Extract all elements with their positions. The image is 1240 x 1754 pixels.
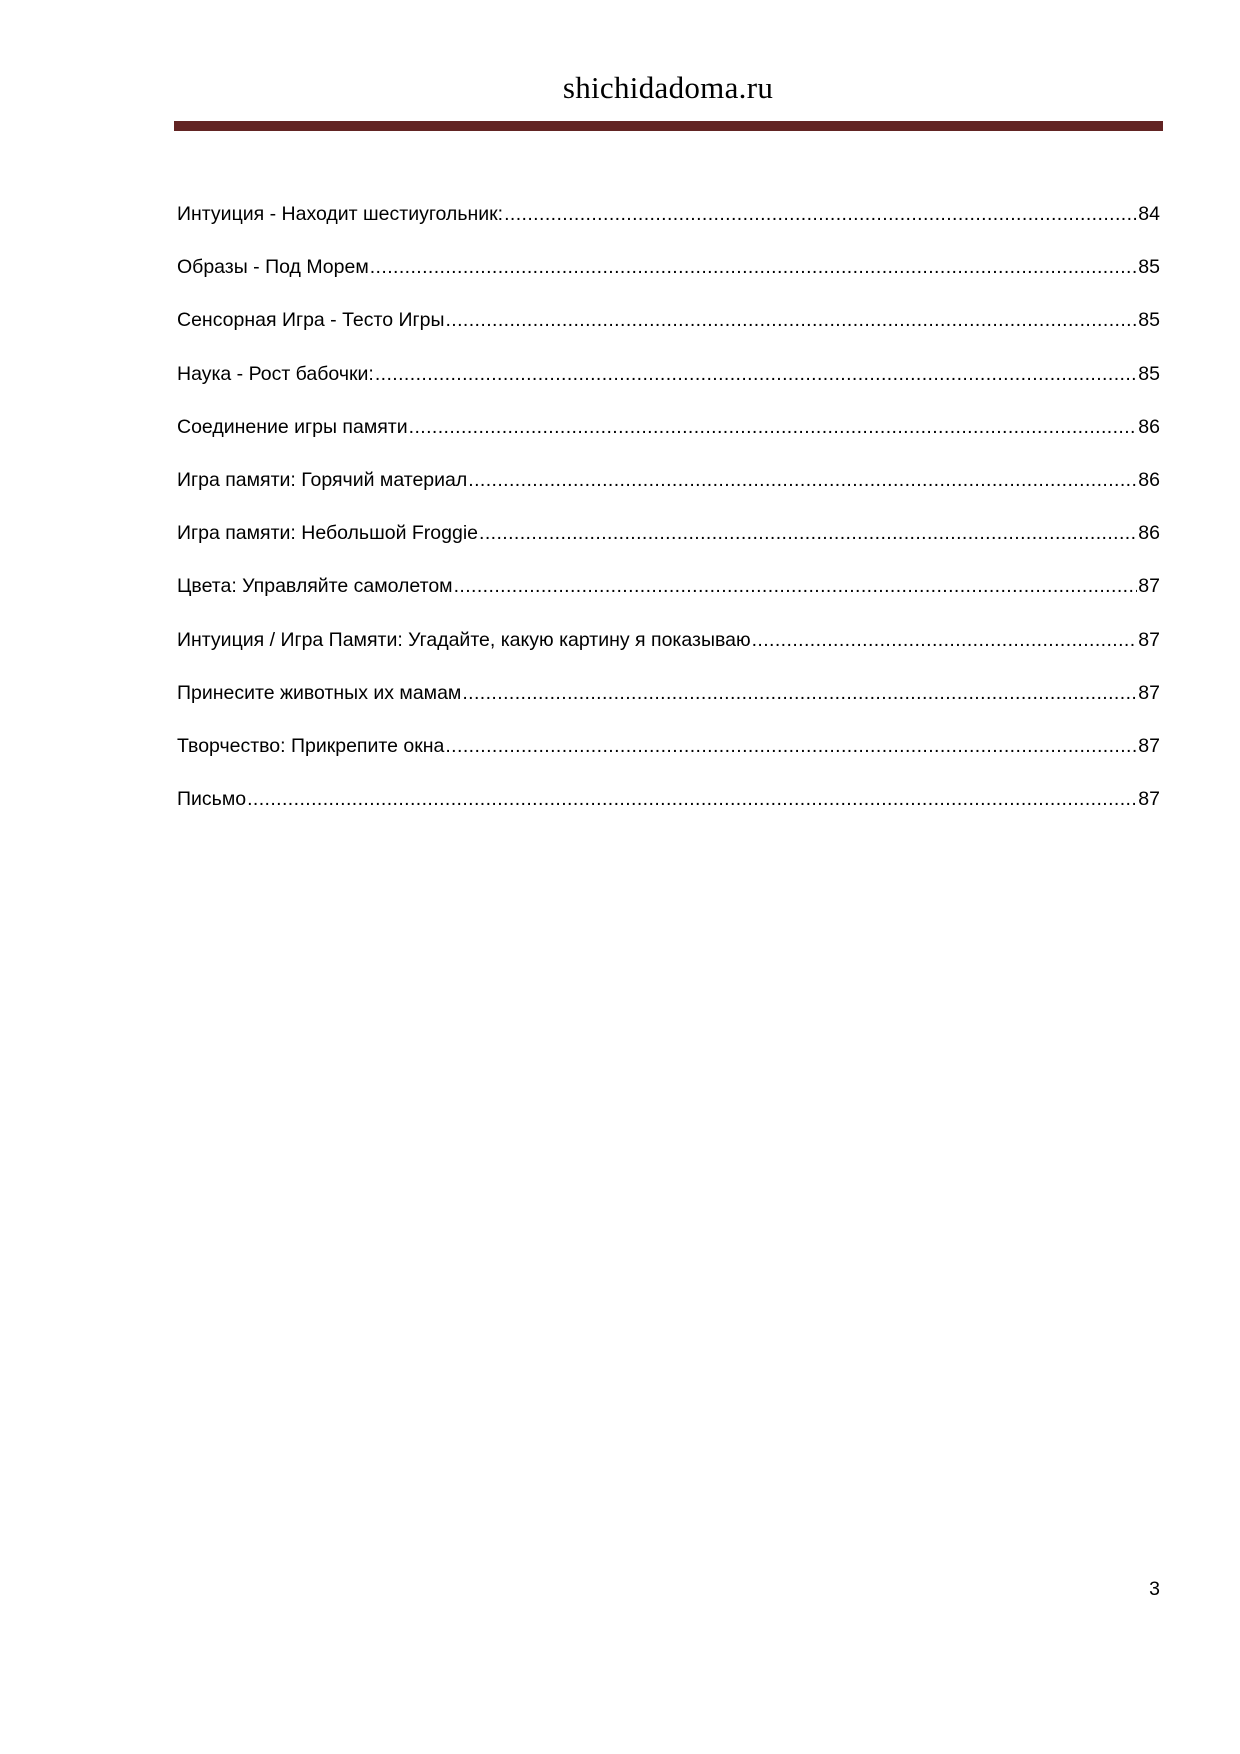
toc-entry-title: Соединение игры памяти	[177, 415, 408, 438]
toc-entry-title: Игра памяти: Небольшой Froggie	[177, 522, 479, 545]
toc-entry-page: 85	[1138, 362, 1160, 385]
toc-entry-page: 85	[1138, 256, 1160, 279]
toc-entry[interactable]	[177, 575, 1160, 628]
toc-entry-page: 87	[1138, 628, 1160, 651]
toc-dot-leader	[445, 735, 1137, 758]
toc-entry[interactable]	[177, 682, 1160, 735]
toc-entry-page: 86	[1138, 522, 1160, 545]
toc-dot-leader	[247, 788, 1137, 811]
toc-entry[interactable]	[177, 256, 1160, 309]
toc-entry-page: 85	[1138, 309, 1160, 332]
toc-entry[interactable]	[177, 629, 1160, 682]
toc-entry[interactable]	[177, 416, 1160, 469]
toc-entry[interactable]	[177, 309, 1160, 362]
toc-entry[interactable]	[177, 735, 1160, 788]
toc-entry-title: Интуиция - Находит шестиугольник:	[177, 203, 504, 225]
toc-entry-title: Сенсорная Игра - Тесто Игры	[177, 309, 445, 332]
page-header	[174, 72, 1162, 103]
toc-entry-page: 87	[1138, 788, 1160, 811]
toc-entry-title: Письмо	[177, 788, 247, 811]
toc-entry-title: Принесите животных их мамам	[177, 681, 462, 704]
toc-entry-title: Цвета: Управляйте самолетом	[177, 575, 453, 598]
toc-entry[interactable]	[177, 522, 1160, 575]
toc-entry[interactable]	[177, 788, 1160, 841]
toc-entry-page: 86	[1138, 468, 1160, 491]
toc-dot-leader	[370, 256, 1138, 279]
toc-entry-title: Интуиция / Игра Памяти: Угадайте, какую картину я показываю	[177, 628, 751, 651]
toc-entry-title: Наука - Рост бабочки:	[177, 362, 374, 385]
page-number: 3	[1149, 1578, 1160, 1600]
toc-entry-page: 87	[1138, 734, 1160, 757]
toc-entry-title: Образы - Под Морем	[177, 256, 369, 279]
toc-dot-leader	[409, 416, 1138, 439]
toc-dot-leader	[375, 363, 1137, 386]
toc-dot-leader	[462, 682, 1137, 705]
table-of-contents	[177, 203, 1160, 841]
toc-entry-page: 87	[1138, 575, 1160, 598]
toc-dot-leader	[752, 629, 1138, 652]
toc-entry-page: 87	[1138, 681, 1160, 704]
toc-dot-leader	[479, 522, 1137, 545]
header-rule	[174, 121, 1163, 131]
toc-entry-page: 86	[1138, 415, 1160, 438]
toc-entry[interactable]	[177, 363, 1160, 416]
toc-entry[interactable]	[177, 203, 1160, 256]
toc-entry[interactable]	[177, 469, 1160, 522]
site-title: shichidadoma.ru	[562, 70, 774, 105]
toc-dot-leader	[454, 575, 1138, 598]
toc-entry-title: Игра памяти: Горячий материал	[177, 468, 468, 491]
toc-dot-leader	[445, 309, 1137, 332]
toc-dot-leader	[468, 469, 1137, 492]
toc-dot-leader	[504, 203, 1137, 226]
toc-entry-title: Творчество: Прикрепите окна	[177, 734, 445, 757]
toc-entry-page: 84	[1138, 203, 1160, 225]
